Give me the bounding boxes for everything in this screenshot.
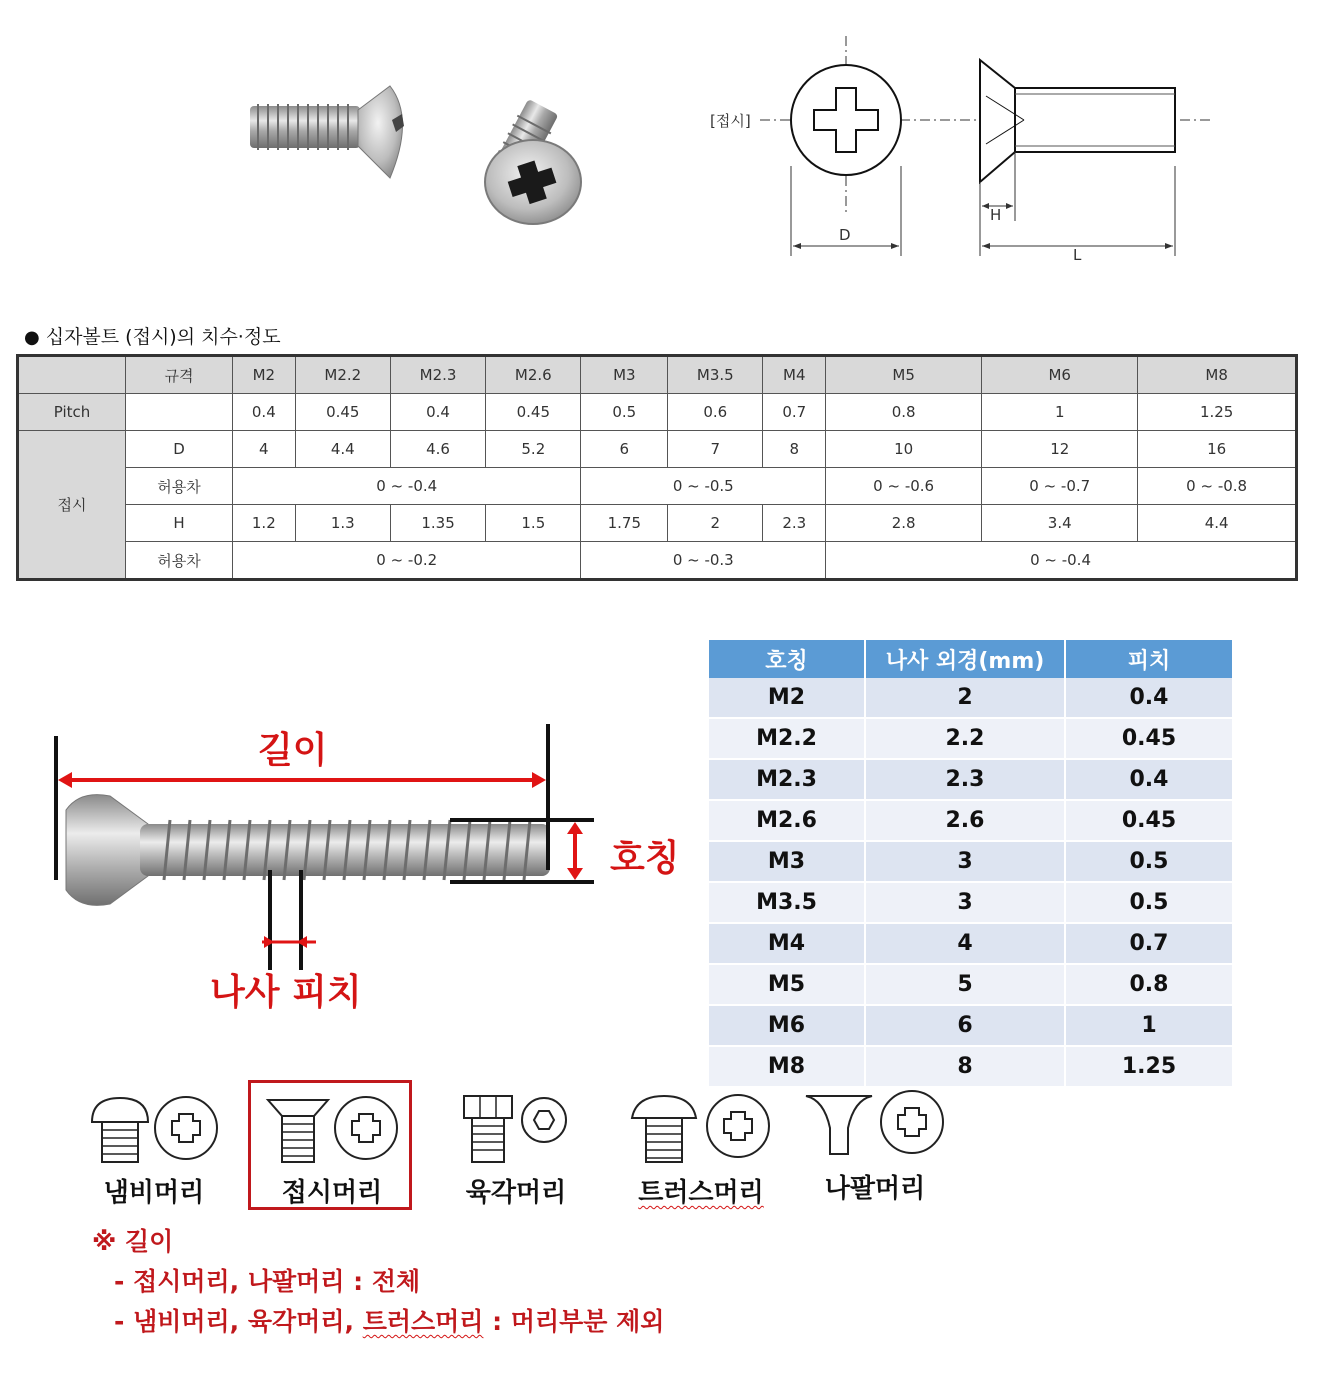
table-row xyxy=(709,964,1232,1005)
nominal-cell: M2.3 xyxy=(709,759,865,800)
d-cell: 4.4 xyxy=(295,431,390,468)
table-row xyxy=(709,882,1232,923)
head-type-pan xyxy=(84,1092,224,1209)
h-cell: 2 xyxy=(668,505,763,542)
plate-label: [접시] xyxy=(710,112,751,130)
pitch-cell: 0.5 xyxy=(581,394,668,431)
hex-head-icon xyxy=(456,1092,576,1164)
h-cell: 1.35 xyxy=(390,505,485,542)
h-cell: 3.4 xyxy=(982,505,1138,542)
diameter-cell: 5 xyxy=(865,964,1065,1005)
d-tolerance-cell: 0 ~ -0.6 xyxy=(826,468,982,505)
d-tolerance-cell: 0 ~ -0.4 xyxy=(233,468,581,505)
size-cell: M3.5 xyxy=(668,356,763,394)
dim-d-label: D xyxy=(839,226,851,244)
pitch-cell: 0.6 xyxy=(668,394,763,431)
pitch-cell: 1.25 xyxy=(1138,394,1297,431)
pitch-cell: 0.45 xyxy=(486,394,581,431)
pitch-cell: 1 xyxy=(1065,1005,1232,1046)
pitch-table xyxy=(709,640,1232,1088)
notes-line-1: - 접시머리, 나팔머리 : 전체 xyxy=(114,1267,421,1296)
pitch-cell: 0.7 xyxy=(763,394,826,431)
h-cell: 2.8 xyxy=(826,505,982,542)
d-tolerance-row xyxy=(18,468,1297,505)
trumpet-head-icon xyxy=(802,1088,948,1160)
head-type-hex xyxy=(456,1092,576,1209)
pitch-cell: 0.45 xyxy=(1065,718,1232,759)
d-tolerance-cell: 0 ~ -0.7 xyxy=(982,468,1138,505)
table-row xyxy=(709,1005,1232,1046)
technical-drawing xyxy=(700,36,1220,276)
size-cell: M4 xyxy=(763,356,826,394)
diameter-cell: 3 xyxy=(865,841,1065,882)
table-row xyxy=(709,1046,1232,1087)
diameter-cell: 2.6 xyxy=(865,800,1065,841)
bullet-icon: ● xyxy=(24,327,40,348)
d-tolerance-cell: 0 ~ -0.5 xyxy=(581,468,826,505)
table-row xyxy=(709,718,1232,759)
size-cell: M3 xyxy=(581,356,668,394)
pitch-cell: 0.4 xyxy=(1065,678,1232,718)
pitch-cell: 0.7 xyxy=(1065,923,1232,964)
tolerance-label: 허용차 xyxy=(126,468,233,505)
h-cell: 4.4 xyxy=(1138,505,1297,542)
pitch-row xyxy=(18,394,1297,431)
pitch-table-header xyxy=(709,640,1232,678)
nominal-cell: M2 xyxy=(709,678,865,718)
h-row xyxy=(18,505,1297,542)
d-tolerance-cell: 0 ~ -0.8 xyxy=(1138,468,1297,505)
head-type-label: 냄비머리 xyxy=(103,1178,205,1208)
h-tolerance-cell: 0 ~ -0.3 xyxy=(581,542,826,580)
h-cell: 1.5 xyxy=(486,505,581,542)
tolerance-label: 허용차 xyxy=(126,542,233,580)
h-label: H xyxy=(126,505,233,542)
d-cell: 5.2 xyxy=(486,431,581,468)
header-pitch: 피치 xyxy=(1065,640,1232,678)
size-cell: M2.2 xyxy=(295,356,390,394)
pitch-cell: 0.8 xyxy=(1065,964,1232,1005)
pitch-cell: 1 xyxy=(982,394,1138,431)
d-cell: 7 xyxy=(668,431,763,468)
size-cell: M6 xyxy=(982,356,1138,394)
diameter-cell: 2.2 xyxy=(865,718,1065,759)
pitch-cell: 0.8 xyxy=(826,394,982,431)
d-row xyxy=(18,431,1297,468)
header-nominal: 호칭 xyxy=(709,640,865,678)
spec-header-row xyxy=(18,356,1297,394)
nominal-label: 호칭 xyxy=(610,838,680,879)
nominal-cell: M5 xyxy=(709,964,865,1005)
diameter-cell: 6 xyxy=(865,1005,1065,1046)
head-type-label: 나팔머리 xyxy=(824,1174,926,1204)
pitch-label: Pitch xyxy=(18,394,126,431)
d-cell: 4.6 xyxy=(390,431,485,468)
dim-l-label: L xyxy=(1073,246,1082,264)
size-cell: M2.3 xyxy=(390,356,485,394)
nominal-cell: M2.2 xyxy=(709,718,865,759)
notes-line-2 xyxy=(92,1302,664,1342)
d-cell: 4 xyxy=(233,431,296,468)
nominal-cell: M4 xyxy=(709,923,865,964)
head-type-truss xyxy=(626,1092,776,1209)
section-title: ● 십자볼트 (접시)의 치수·정도 xyxy=(24,326,281,348)
h-cell: 1.3 xyxy=(295,505,390,542)
notes-title: ※ 길이 xyxy=(92,1227,174,1256)
pitch-cell: 0.5 xyxy=(1065,882,1232,923)
head-type-label: 육각머리 xyxy=(465,1178,567,1208)
h-cell: 1.75 xyxy=(581,505,668,542)
notes-line-2-truss: 트러스머리 xyxy=(362,1307,484,1336)
diameter-cell: 2 xyxy=(865,678,1065,718)
d-label: D xyxy=(126,431,233,468)
d-cell: 8 xyxy=(763,431,826,468)
size-cell: M8 xyxy=(1138,356,1297,394)
spec-corner-cell xyxy=(18,356,126,394)
nominal-cell: M8 xyxy=(709,1046,865,1087)
h-tolerance-cell: 0 ~ -0.4 xyxy=(826,542,1297,580)
size-cell: M2 xyxy=(233,356,296,394)
pitch-cell: 0.45 xyxy=(1065,800,1232,841)
d-cell: 6 xyxy=(581,431,668,468)
truss-head-icon xyxy=(628,1092,774,1164)
d-cell: 12 xyxy=(982,431,1138,468)
notes-line-2-prefix: - 냄비머리, 육각머리, xyxy=(114,1307,363,1336)
flat-head-icon xyxy=(264,1092,400,1164)
size-cell: M5 xyxy=(826,356,982,394)
d-cell: 10 xyxy=(826,431,982,468)
pitch-cell: 0.5 xyxy=(1065,841,1232,882)
pitch-cell: 0.45 xyxy=(295,394,390,431)
h-cell: 2.3 xyxy=(763,505,826,542)
table-row xyxy=(709,841,1232,882)
diameter-cell: 4 xyxy=(865,923,1065,964)
size-cell: M2.6 xyxy=(486,356,581,394)
table-row xyxy=(709,923,1232,964)
pan-head-icon xyxy=(86,1092,222,1164)
group-label: 접시 xyxy=(18,431,126,580)
table-row xyxy=(709,800,1232,841)
spec-header-label: 규격 xyxy=(126,356,233,394)
length-label: 길이 xyxy=(258,730,328,771)
notes-line-2-suffix: : 머리부분 제외 xyxy=(483,1307,665,1336)
pitch-label-diagram: 나사 피치 xyxy=(210,972,362,1013)
pitch-cell: 1.25 xyxy=(1065,1046,1232,1087)
empty-cell xyxy=(126,394,233,431)
head-type-flat xyxy=(262,1092,402,1209)
head-type-label: 트러스머리 xyxy=(638,1178,764,1208)
table-row xyxy=(709,678,1232,718)
diameter-cell: 3 xyxy=(865,882,1065,923)
head-type-trumpet xyxy=(800,1088,950,1205)
h-tolerance-row xyxy=(18,542,1297,580)
nominal-cell: M3.5 xyxy=(709,882,865,923)
pitch-cell: 0.4 xyxy=(233,394,296,431)
d-cell: 16 xyxy=(1138,431,1297,468)
nominal-cell: M3 xyxy=(709,841,865,882)
pitch-cell: 0.4 xyxy=(390,394,485,431)
header-diameter: 나사 외경(mm) xyxy=(865,640,1065,678)
diameter-cell: 8 xyxy=(865,1046,1065,1087)
nominal-cell: M2.6 xyxy=(709,800,865,841)
nominal-cell: M6 xyxy=(709,1005,865,1046)
flat-head-screw-photo xyxy=(240,78,630,228)
table-row xyxy=(709,759,1232,800)
head-type-label: 접시머리 xyxy=(281,1178,383,1208)
diameter-cell: 2.3 xyxy=(865,759,1065,800)
dim-h-label: H xyxy=(990,206,1002,224)
length-notes xyxy=(92,1222,664,1342)
pitch-cell: 0.4 xyxy=(1065,759,1232,800)
h-cell: 1.2 xyxy=(233,505,296,542)
screw-photos xyxy=(240,78,630,228)
h-tolerance-cell: 0 ~ -0.2 xyxy=(233,542,581,580)
spec-table xyxy=(16,354,1298,581)
